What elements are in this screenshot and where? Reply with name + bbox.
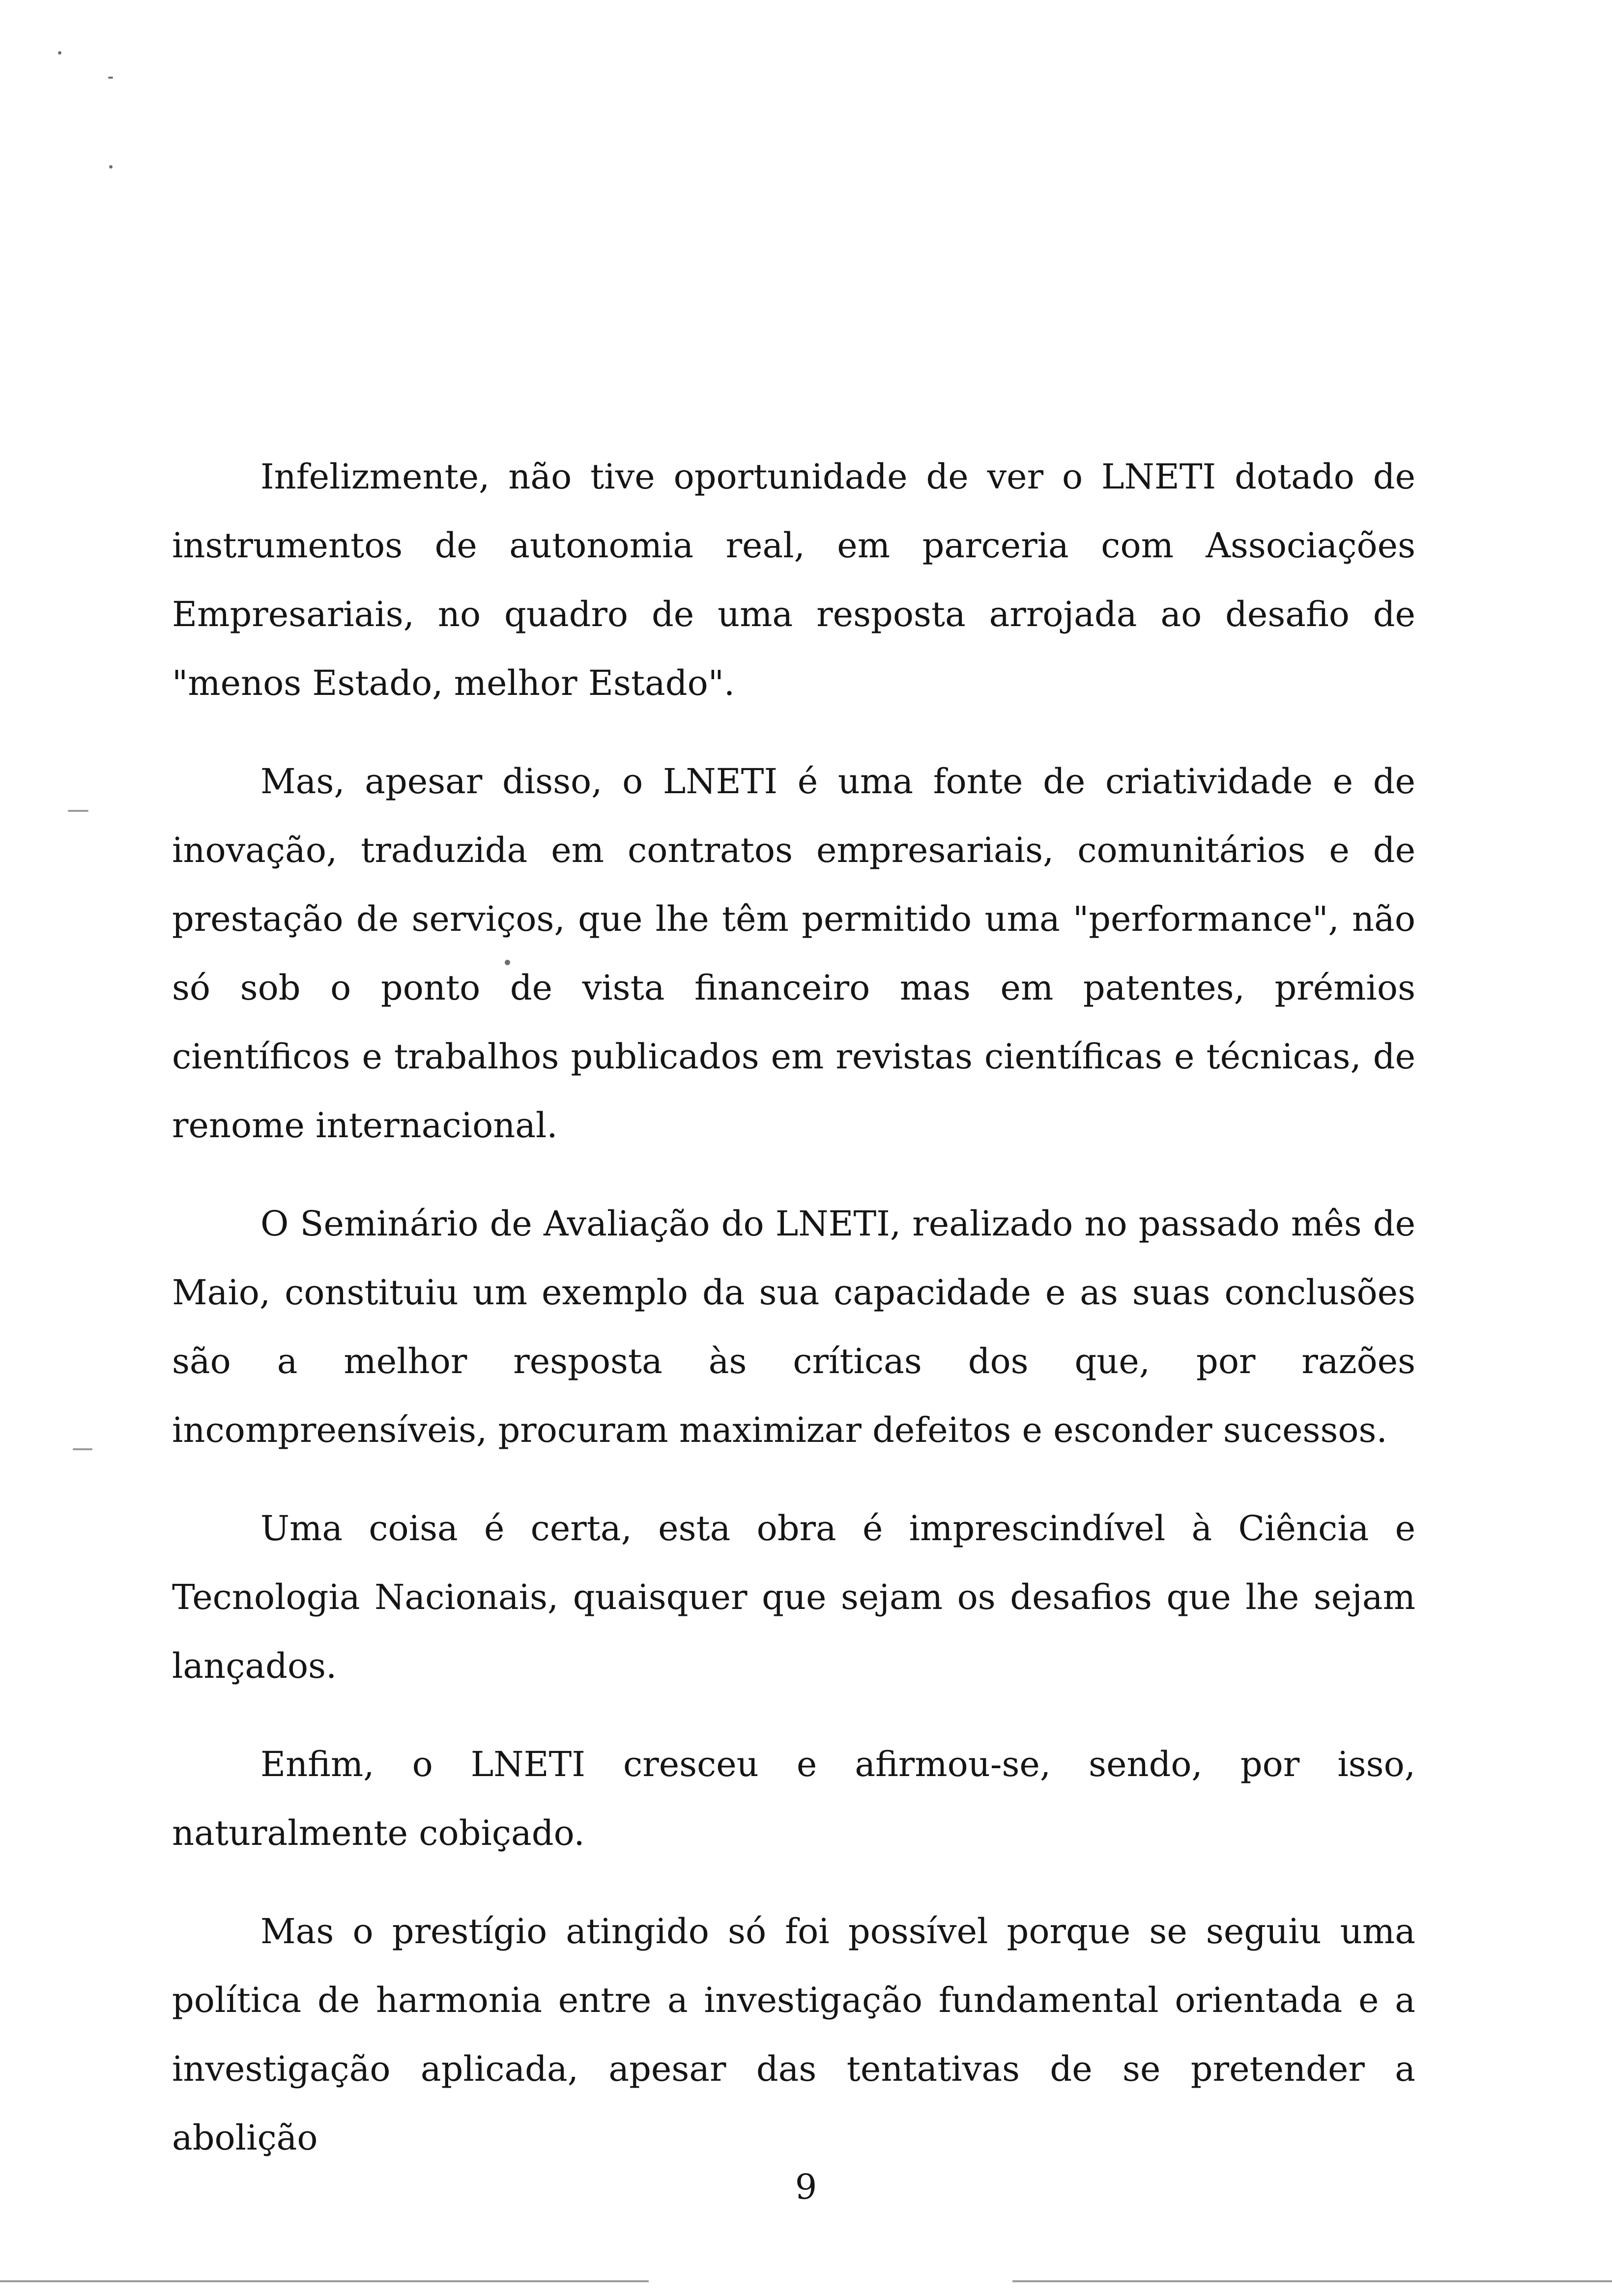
paragraph-1: Infelizmente, não tive oportunidade de ver o LNETI dotado de instrumentos de autonomia real, em parceria com Associações Empresariais, no quadro de uma resposta arrojada ao desafio de "menos Estado, melhor Estado". (172, 457, 1415, 703)
scan-speck (73, 1448, 92, 1450)
paragraph-3: O Seminário de Avaliação do LNETI, realizado no passado mês de Maio, constituiu um exemplo da sua capacidade e as suas conclusões são a melhor resposta às críticas dos que, por razões incompreensíveis, procuram maximizar defeitos e esconder sucessos. (172, 1204, 1415, 1450)
paragraph-2: Mas, apesar disso, o LNETI é uma fonte de criatividade e de inovação, traduzida em contratos empresariais, comunitários e de prestação de serviços, que lhe têm permitido uma "performance", não só sob o ponto de vista financeiro mas em patentes, prémios científicos e trabalhos publicados em revistas científicas e técnicas, de renome internacional. (172, 761, 1415, 1146)
scan-speck (68, 810, 88, 812)
paragraph-4: Uma coisa é certa, esta obra é imprescindível à Ciência e Tecnologia Nacionais, quaisquer que sejam os desafios que lhe sejam lançados. (172, 1508, 1415, 1686)
document-body (172, 442, 1415, 2172)
scan-speck (58, 51, 61, 55)
paragraph-5: Enfim, o LNETI cresceu e afirmou-se, sendo, por isso, naturalmente cobiçado. (172, 1744, 1415, 1853)
scan-speck (109, 165, 113, 169)
scan-bottom-edge (1012, 2280, 1612, 2282)
scan-bottom-edge (0, 2280, 649, 2282)
scan-speck (108, 77, 113, 79)
paragraph-6: Mas o prestígio atingido só foi possível porque se seguiu uma política de harmonia entre a investigação fundamental orientada e a investigação aplicada, apesar das tentativas de se pretender a abolição (172, 1911, 1415, 2158)
page-number: 9 (795, 2167, 817, 2207)
